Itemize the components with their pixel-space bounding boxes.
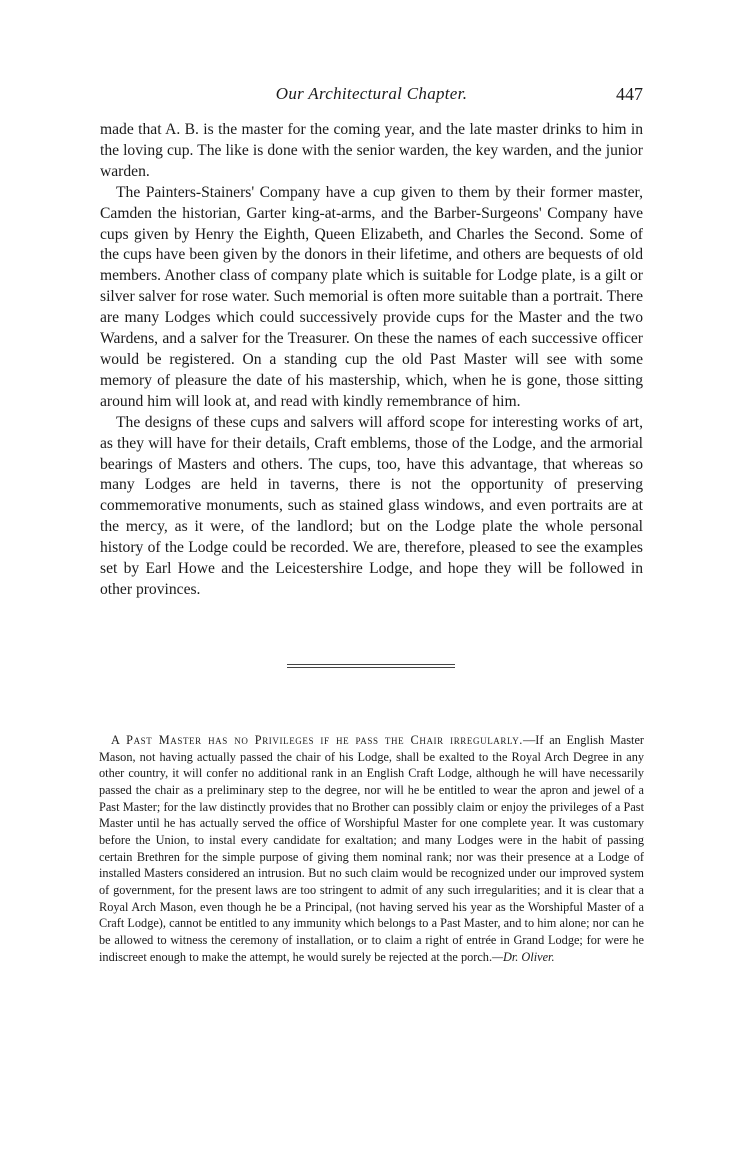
divider-line bbox=[287, 667, 455, 668]
paragraph: The Painters-Stainers' Company have a cup given to them by their former master, Camden the historian, Garter king-at-arms, and the Barber-Surgeons' Company have cups given by Henry the Eighth, Queen Elizabeth, and Charles the Second. Some of the cups have been given by the donors in their lifetime, and others are bequests of old members. Another class of company plate which is suitable for Lodge plate, is a gilt or silver salver for rose water. Such memorial is often more suitable than a portrait. There are many Lodges which could successively provide cups for the Master and the two Wardens, and a salver for the Treasurer. On these the names of each successive officer would be registered. On a standing cup the old Past Master will see with some memory of pleasure the date of his mastership, which, when he is gone, those sitting around him will look at, and read with kindly remembrance of him. bbox=[100, 183, 643, 410]
section-divider bbox=[287, 664, 455, 670]
note-body: If an English Master Mason, not having actually passed the chair of his Lodge, shall be exalted to the Royal Arch Degree in any other country, it will confer no additional rank in an English Craft Lodge, although he will have necessarily passed the chair as a preliminary step to the degree, nor will he be entitled to wear the apron and jewel of a Past Master; for the law distinctly provides that no Brother can possibly claim or enjoy the privileges of a Past Master until he has actually served the office of Worshipful Master for one complete year. It was customary before the Union, to instal every candidate for exaltation; and many Lodges were in the habit of passing certain Brethren for the simple purpose of giving them nominal rank; nor was their presence at a Lodge of installed Masters considered an intrusion. But no such claim would be recognized under our improved system of government, for the present laws are too stringent to admit of any such irregularities; and it is clear that a Royal Arch Mason, even though he be a Principal, (not having served his year as the Worshipful Master of a Craft Lodge), cannot be entitled to any immunity which belongs to a Past Master, and to him alone; nor can he be allowed to witness the ceremony of installation, or to claim a right of entrée in Grand Lodge; for were he indiscreet enough to make the attempt, he would surely be rejected at the porch. bbox=[99, 733, 644, 964]
note-heading: A Past Master has no Privileges if he pass the Chair irregularly. bbox=[111, 733, 523, 747]
note-paragraph bbox=[99, 732, 644, 965]
paragraph: The designs of these cups and salvers will afford scope for interesting works of art, as they will have for their details, Craft emblems, those of the Lodge, and the armorial bearings of Masters and others. The cups, too, have this advantage, that whereas so many Lodges are held in taverns, there is not the opportunity of preserving commemorative monuments, such as stained glass windows, and even portraits are at the mercy, as it were, of the landlord; but on the Lodge plate the whole personal history of the Lodge could be recorded. We are, therefore, pleased to see the examples set by Earl Howe and the Leicestershire Lodge, and hope they will be followed in other provinces. bbox=[100, 413, 643, 598]
note-dash: — bbox=[522, 733, 536, 747]
note-signature: —Dr. Oliver. bbox=[492, 949, 555, 964]
past-master-note bbox=[99, 732, 644, 965]
running-title: Our Architectural Chapter. bbox=[275, 84, 468, 103]
running-head bbox=[100, 84, 643, 108]
main-article-text bbox=[100, 120, 643, 601]
page-number: 447 bbox=[616, 84, 643, 104]
paragraph: made that A. B. is the master for the coming year, and the late master drinks to him in the loving cup. The like is done with the senior warden, the key warden, and the junior warden. bbox=[100, 121, 643, 180]
divider-line bbox=[287, 664, 455, 665]
